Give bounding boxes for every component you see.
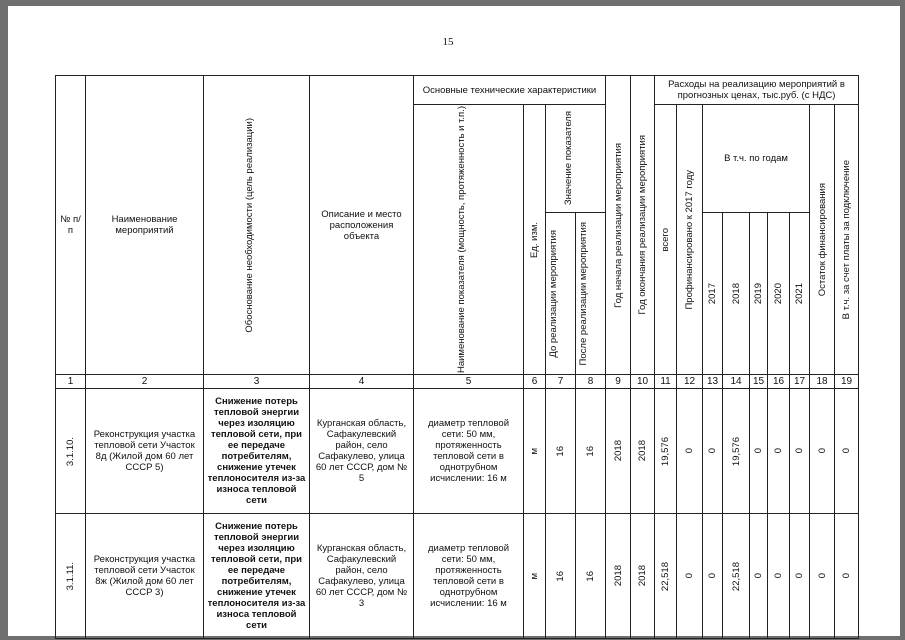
cost-total: 19,576 <box>655 389 677 514</box>
cost-connection-fee: 0 <box>835 514 859 639</box>
year-start: 2018 <box>606 514 631 639</box>
header-year-2018: 2018 <box>723 212 750 374</box>
measures-table <box>55 75 859 639</box>
header-year-2020: 2020 <box>768 212 790 374</box>
header-justification: Обоснование необходимости (цель реализации) <box>204 76 310 375</box>
column-number: 15 <box>750 375 768 389</box>
year-end: 2018 <box>631 389 655 514</box>
table-row <box>56 389 859 514</box>
value-after: 16 <box>576 514 606 639</box>
measure-name: Реконструкция участка тепловой сети Участок 8ж (Жилой дом 60 лет СССР 3) <box>86 514 204 639</box>
column-number: 18 <box>810 375 835 389</box>
cost-2019: 0 <box>750 389 768 514</box>
header-year-end: Год окончания реализации мероприятия <box>631 76 655 375</box>
measure-unit: м <box>524 514 546 639</box>
cost-2017: 0 <box>703 389 723 514</box>
cost-remaining: 0 <box>810 389 835 514</box>
header-after: После реализации мероприятия <box>576 212 606 374</box>
cost-connection-fee: 0 <box>835 389 859 514</box>
column-number: 9 <box>606 375 631 389</box>
cost-2017: 0 <box>703 514 723 639</box>
header-year-2021: 2021 <box>790 212 810 374</box>
year-end: 2018 <box>631 514 655 639</box>
row-number: 3.1.10. <box>56 389 86 514</box>
cost-2020: 0 <box>768 389 790 514</box>
value-after: 16 <box>576 389 606 514</box>
measure-unit: м <box>524 389 546 514</box>
header-name: Наименование мероприятий <box>86 76 204 375</box>
measure-justification: Снижение потерь тепловой энергии через изоляцию тепловой сети, при ее передаче потребителям, снижение утечек теплоносителя из-за износа тепловой сети <box>204 389 310 514</box>
column-numbers-row <box>56 375 859 389</box>
column-number: 3 <box>204 375 310 389</box>
measure-location: Курганская область, Сафакулевский район, село Сафакулево, улица 60 лет СССР, дом № 5 <box>310 389 414 514</box>
header-year-start: Год начала реализации мероприятия <box>606 76 631 375</box>
page-number: 15 <box>442 36 454 48</box>
value-before: 16 <box>546 389 576 514</box>
cost-prefinanced: 0 <box>677 514 703 639</box>
column-number: 14 <box>723 375 750 389</box>
column-number: 11 <box>655 375 677 389</box>
header-year-2017: 2017 <box>703 212 723 374</box>
header-indicator-name: Наименование показателя (мощность, протяженность и т.п.) <box>414 105 524 375</box>
header-value-group: Значение показателя <box>546 105 606 213</box>
column-number: 7 <box>546 375 576 389</box>
column-number: 4 <box>310 375 414 389</box>
column-number: 17 <box>790 375 810 389</box>
column-number: 13 <box>703 375 723 389</box>
cost-2019: 0 <box>750 514 768 639</box>
header-num: № п/п <box>56 76 86 375</box>
measure-indicator: диаметр тепловой сети: 50 мм, протяженность тепловой сети в однотрубном исчислении: 16 м <box>414 514 524 639</box>
measure-location: Курганская область, Сафакулевский район, село Сафакулево, улица 60 лет СССР, дом № 3 <box>310 514 414 639</box>
header-row-1 <box>56 76 859 105</box>
table-row <box>56 514 859 639</box>
header-unit: Ед. изм. <box>524 105 546 375</box>
column-number: 12 <box>677 375 703 389</box>
header-remaining: Остаток финансирования <box>810 105 835 375</box>
measure-name: Реконструкция участка тепловой сети Участок 8д (Жилой дом 60 лет СССР 5) <box>86 389 204 514</box>
cost-2020: 0 <box>768 514 790 639</box>
cost-2021: 0 <box>790 514 810 639</box>
header-before: До реализации мероприятия <box>546 212 576 374</box>
header-location: Описание и место расположения объекта <box>310 76 414 375</box>
column-number: 1 <box>56 375 86 389</box>
document-page <box>8 6 900 636</box>
cost-2018: 19,576 <box>723 389 750 514</box>
measure-justification: Снижение потерь тепловой энергии через изоляцию тепловой сети, при ее передаче потребителям, снижение утечек теплоносителя из-за износа тепловой сети <box>204 514 310 639</box>
header-year-2019: 2019 <box>750 212 768 374</box>
header-connection-fee: В т.ч. за счет платы за подключение <box>835 105 859 375</box>
cost-2021: 0 <box>790 389 810 514</box>
header-total: всего <box>655 105 677 375</box>
value-before: 16 <box>546 514 576 639</box>
cost-prefinanced: 0 <box>677 389 703 514</box>
column-number: 6 <box>524 375 546 389</box>
header-by-years: В т.ч. по годам <box>703 105 810 213</box>
column-number: 16 <box>768 375 790 389</box>
header-tech-group: Основные технические характеристики <box>414 76 606 105</box>
column-number: 10 <box>631 375 655 389</box>
cost-total: 22,518 <box>655 514 677 639</box>
column-number: 8 <box>576 375 606 389</box>
header-prefinanced: Профинансировано к 2017 году <box>677 105 703 375</box>
cost-remaining: 0 <box>810 514 835 639</box>
year-start: 2018 <box>606 389 631 514</box>
header-costs-group: Расходы на реализацию мероприятий в прогнозных ценах, тыс.руб. (с НДС) <box>655 76 859 105</box>
cost-2018: 22,518 <box>723 514 750 639</box>
row-number: 3.1.11. <box>56 514 86 639</box>
measure-indicator: диаметр тепловой сети: 50 мм, протяженность тепловой сети в однотрубном исчислении: 16 м <box>414 389 524 514</box>
column-number: 5 <box>414 375 524 389</box>
column-number: 2 <box>86 375 204 389</box>
column-number: 19 <box>835 375 859 389</box>
